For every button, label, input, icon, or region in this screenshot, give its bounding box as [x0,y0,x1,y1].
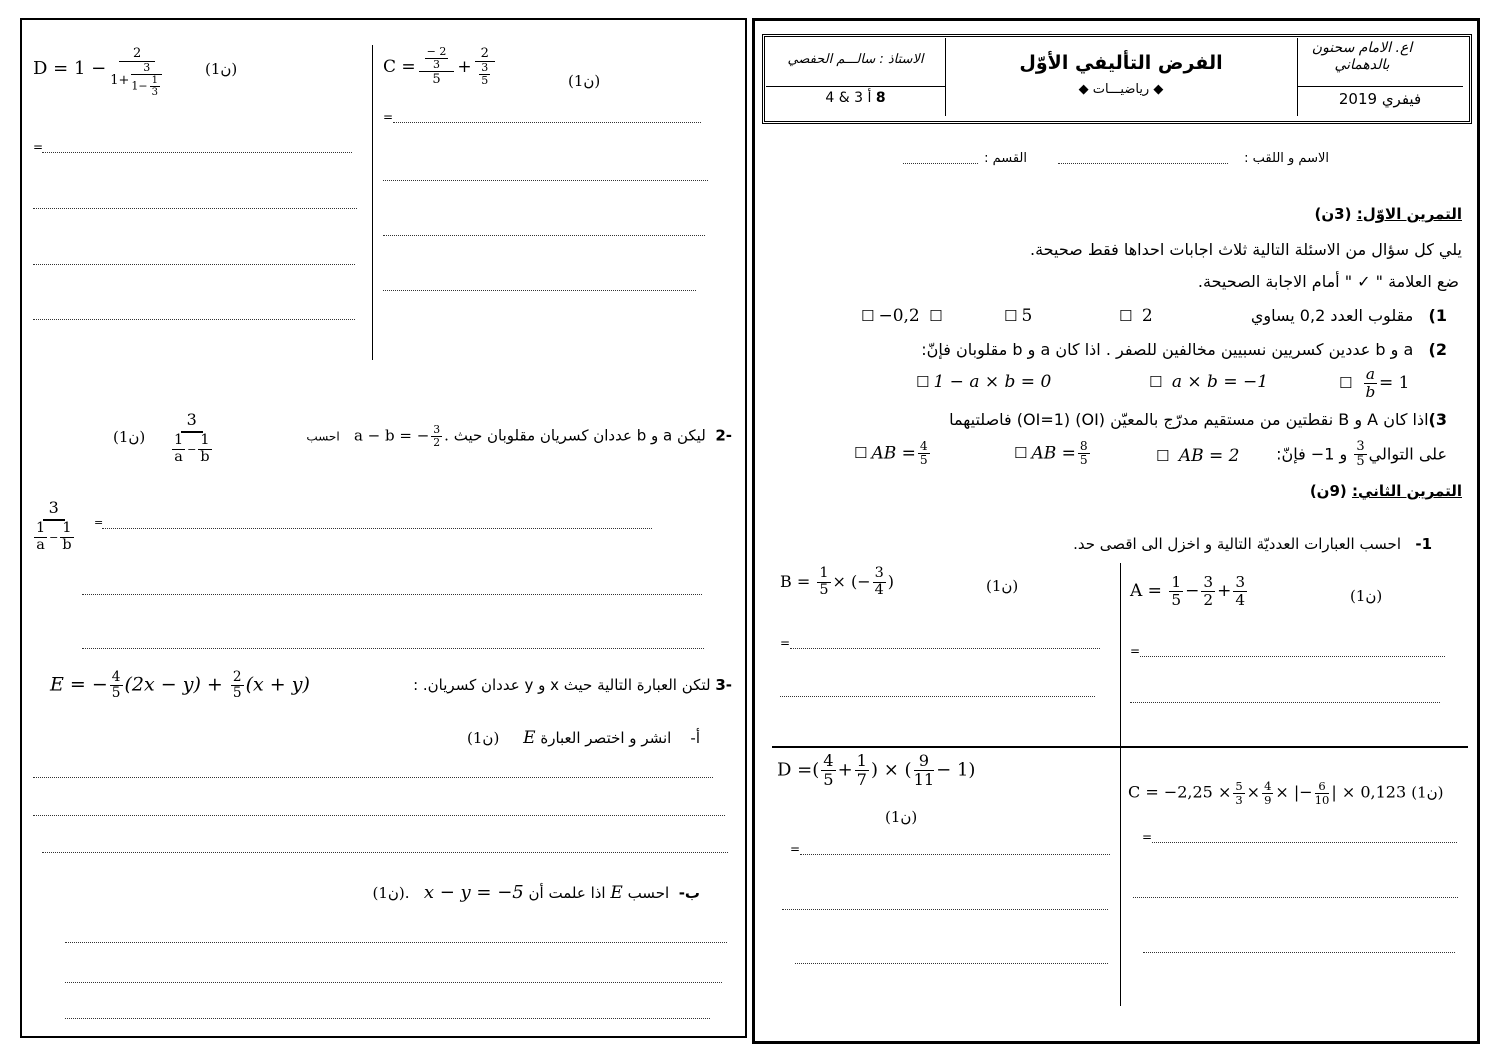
math-text: C = [383,56,416,77]
left-D-points: (1ن) [205,60,238,78]
math-text: 3 [1356,439,1365,454]
math-text: 1+ [110,72,130,88]
ex1-intro-1: يلي كل سؤال من الاسئلة التالية ثلاث اجابات احداها فقط صحيحة. [1030,240,1462,259]
answer-line[interactable] [780,696,1095,697]
math-text: + [457,56,472,77]
math-text: 4 [1264,779,1272,793]
section-label: القسم : [984,151,1027,166]
math-text: 5 [1356,454,1365,470]
answer-line[interactable] [1152,842,1457,843]
math-text: b [1365,382,1376,401]
q1-option-5[interactable] [1000,306,1032,326]
checkbox-icon[interactable]: ☐ [861,307,875,325]
answer-line[interactable] [383,235,705,236]
math-text: − [1185,580,1200,601]
checkbox-icon[interactable]: ☐ [1119,307,1133,325]
left-q3 [413,676,732,694]
q1-option-2[interactable] [1115,306,1153,326]
answer-line[interactable] [800,854,1110,855]
answer-line[interactable] [33,208,357,209]
answer-line[interactable] [82,594,702,595]
answer-line[interactable] [33,815,725,816]
q3-text-2a: على التوالي [1368,444,1447,464]
fraction [34,521,47,554]
equals-sign: = [383,110,394,124]
math-text: 2 [433,435,441,449]
fraction [479,62,490,87]
q2-text: ليكن a و b عددان كسريان مقلوبان حيث [453,426,706,445]
math-text: 1 [856,751,867,770]
fraction [821,752,835,789]
section-field[interactable] [903,163,978,164]
fraction [873,566,886,599]
math-text: 4 [919,439,928,453]
math-text: 3 [151,87,158,99]
subject: ◆ رياضيـــات ◆ [1078,82,1164,97]
math-text: (x + y) [245,673,310,696]
answer-line[interactable] [383,180,708,181]
math-text: a − b = − [353,426,430,445]
math-text: b [62,536,72,553]
math-text: 3 [1235,792,1243,807]
left-q3-expr [50,670,310,701]
fraction [1201,574,1215,609]
math-text: . [444,426,449,445]
header-divider [766,86,945,87]
q3b-text-2: اذا علمت أن [528,884,606,902]
fraction [914,752,935,789]
math-text: + [837,759,853,781]
math-text: 3 [43,498,65,521]
q3-text: اذا كان A و B نقطتين من مستقيم مدرّج بالمعيّن (OI) (OI=1) فاصلتيهما [949,410,1429,429]
equals-sign: = [1142,830,1153,844]
checkbox-icon[interactable]: ☐ [916,373,930,391]
answer-line[interactable] [82,648,704,649]
math-text: 3 [131,62,162,75]
right-page-border [752,18,1480,1044]
fraction [431,424,442,449]
fraction [110,670,123,701]
q3-number: -3 [715,676,732,694]
math-text: 6 [1315,780,1330,794]
q2-text: a و b عددين كسريين نسبيين مخالفين للصفر . اذا كان a و b مقلوبان فإنّ: [921,340,1414,359]
answer-line[interactable] [1143,952,1455,953]
expr-D [777,752,975,789]
school-name [1287,40,1437,74]
q3-option-1[interactable] [1152,446,1240,466]
option-text: a × b = −1 [1171,372,1269,392]
expr-D-points: (1ن) [885,808,918,826]
math-text: − 1) [936,759,976,781]
fraction [198,433,211,466]
q3b-number: ب- [678,884,700,902]
fraction [1364,366,1377,401]
answer-line[interactable] [1133,897,1458,898]
fraction [150,75,160,98]
expr-B [780,566,894,599]
ex2-q1-number: 1- [1415,535,1432,553]
math-text: A = [1130,580,1162,601]
answer-line[interactable] [1140,656,1445,657]
q3-number: 3) [1428,410,1447,429]
answer-line[interactable] [795,963,1108,964]
answer-line[interactable] [65,982,722,983]
math-text: × [1246,782,1261,802]
q3a-points: (1ن) [467,729,500,747]
math-text: 2 [232,669,242,685]
math-text: 1 [62,520,72,536]
left-q2-points: (1ن) [113,428,146,446]
ex1-q3 [949,410,1447,429]
ex1-title-text: التمرين الاوّل: [1356,205,1462,223]
math-text: 1 [36,520,46,536]
math-text: 4 [874,581,884,598]
calc-label: احسب [306,429,340,444]
answer-line[interactable] [782,909,1108,910]
grid-vertical-divider [1120,563,1121,1006]
math-text: 2 [475,46,495,62]
left-q2-expr [170,410,214,466]
math-text: 5 [823,769,834,789]
math-text: a [1365,365,1375,383]
left-q2-answer-expr [32,498,76,554]
q3-text: لتكن العبارة التالية حيث x و y عددان كسريان. : [413,676,711,694]
math-text: 3 [1235,573,1246,591]
fraction [231,670,244,701]
school-line-2: بالدهماني [1334,57,1390,73]
left-q3-b [372,882,700,903]
q3b-condition: x − y = −5 [423,882,524,903]
q3-option-3[interactable] [850,440,932,468]
q2-option-1[interactable] [912,372,1051,392]
q3b-text-1: احسب [627,884,670,902]
checkbox-icon[interactable]: ☐ [1339,373,1353,392]
fraction [425,46,449,71]
q2-number: 2) [1428,340,1447,359]
fraction [1233,574,1247,609]
math-text: E = − [50,673,108,696]
answer-line[interactable] [102,528,652,529]
math-text: 7 [856,769,867,789]
math-text: 1 [151,75,158,87]
answer-line[interactable] [42,152,352,153]
expr-B-points: (1ن) [986,577,1019,595]
math-text: 5 [1235,779,1243,793]
math-text: 4 [823,751,834,770]
answer-line[interactable] [1130,702,1440,703]
math-text: 1 [200,432,210,448]
math-text: b [200,448,210,465]
math-text: 4 [111,669,121,685]
exam-date: فيفري 2019 [1338,90,1422,108]
q2-option-2[interactable] [1145,372,1268,392]
math-text: D = 1 − [33,58,107,79]
header-divider [1297,86,1463,87]
fraction [1233,780,1244,806]
equals-sign: = [94,516,104,529]
class-label [768,90,943,106]
answer-line[interactable] [33,777,713,778]
checkbox-icon[interactable]: ☐ [1149,373,1163,391]
math-text: 5 [432,72,441,88]
teacher-name: الاستاذ : سالـــم الحفصي [787,52,924,67]
ex1-q1 [1251,306,1447,325]
math-text: × |− [1275,782,1313,802]
math-text: D =( [777,759,820,781]
equals-sign: = [33,140,44,154]
math-text: 5 [1079,453,1088,468]
math-text: B = [780,571,811,591]
left-expr-C [383,46,498,87]
fraction [1354,440,1366,470]
q1-text: مقلوب العدد 0,2 يساوي [1250,306,1414,325]
fraction [131,62,162,98]
class-groups: أ 3 & 4 [825,90,872,106]
fraction [1262,780,1273,806]
ex2-points: (9ن) [1309,482,1347,500]
math-text: ) [887,571,895,591]
q3a-number: أ- [690,729,700,747]
left-expr-D [33,46,164,98]
math-text: C = −2,25 × [1128,782,1232,802]
math-text: 11 [913,769,935,789]
ex1-intro-2: ضع العلامة " ✓ " أمام الاجابة الصحيحة. [1197,272,1459,291]
header-divider [945,38,946,116]
var-E: E [610,883,623,903]
q1-option-neg[interactable] [857,306,947,326]
math-text: 5 [232,685,242,702]
math-text: 5 [481,74,489,88]
left-q2 [306,424,732,449]
math-text: 1 [174,432,184,448]
q2-number: -2 [715,426,732,445]
fraction [1315,780,1330,806]
option-text: 1 − a × b = 0 [933,372,1052,392]
ex2-title-text: التمرين الثاني: [1352,482,1462,500]
q3b-points: (1ن). [372,884,410,902]
answer-line[interactable] [33,264,355,265]
math-text: 3 [433,58,441,72]
answer-line[interactable] [33,319,355,320]
math-text: 1 [1171,573,1182,591]
math-text: 3 [1203,573,1214,591]
fraction [60,521,73,554]
left-q3-a [467,728,700,748]
fraction [172,433,185,466]
option-text: AB = [1031,443,1076,464]
math-text: 5 [919,453,928,468]
q3a-text: انشر و اختصر العبارة [540,729,672,747]
math-text: 3 [433,423,441,436]
expr-A-points: (1ن) [1350,587,1383,605]
expr-A [1130,574,1249,609]
fraction [817,566,830,599]
math-text: | × 0,123 [1331,782,1407,802]
option-text: = 1 [1378,372,1410,393]
checkbox-icon[interactable]: ☐ [1014,444,1028,463]
math-text: a [174,448,183,465]
ex2-q1 [1073,535,1432,553]
math-text: 9 [914,752,935,771]
equals-sign: = [780,636,791,650]
fraction [1078,440,1090,468]
expr-C [1128,780,1444,806]
option-text: AB = [871,443,916,464]
class-level: 8 [875,90,886,106]
ex2-q1-text: احسب العبارات العدديّة التالية و اخزل الى اقصى حد. [1073,535,1402,553]
ex1-title [1315,205,1463,223]
var-E: E [523,728,536,748]
math-text: × (− [832,571,871,591]
option-text: AB = 2 [1178,446,1240,466]
q3-option-2[interactable] [1010,440,1092,468]
fraction [918,440,930,468]
math-text: ) × ( [870,759,912,781]
equals-sign: = [790,842,801,856]
expr-C-points: (1ن) [1411,783,1444,802]
math-text: a [36,536,45,553]
math-text: − [187,442,197,456]
ex1-points: (3ن) [1314,205,1352,223]
math-text: + [1217,580,1232,601]
option-text: 5 [1021,306,1033,326]
q1-number: 1) [1428,306,1447,325]
math-text: 5 [111,685,121,702]
math-text: 5 [819,581,829,598]
math-text: 1− [131,79,148,93]
left-C-points: (1ن) [568,72,601,90]
math-text: 4 [1235,590,1246,609]
answer-line[interactable] [65,942,727,943]
math-text: 10 [1314,792,1330,807]
math-text: (2x − y) + [124,673,223,696]
checkbox-icon[interactable]: ☐ [929,307,943,325]
checkbox-icon[interactable]: ☐ [1156,447,1170,465]
math-text: 3 [874,565,884,581]
answer-line[interactable] [42,852,728,853]
exam-title: الفرض التأليفي الأوّل [1019,52,1223,74]
math-text: 2 [1203,590,1214,609]
answer-line[interactable] [393,122,701,123]
student-name-label: الاسم و اللقب : [1244,151,1329,166]
option-text: −0,2 [878,306,920,326]
math-text: 1 [819,565,829,581]
checkbox-icon[interactable]: ☐ [1004,307,1018,325]
ex1-q2 [921,340,1447,359]
student-name-field[interactable] [1058,163,1228,164]
q3-text-2b: و 1− فإنّ: [1276,444,1348,464]
answer-line[interactable] [65,1018,710,1019]
equals-sign: = [1130,644,1141,658]
school-line-1: اع. الامام سحنون [1311,40,1413,56]
q2-option-3[interactable] [1335,366,1409,401]
math-text: 3 [481,61,489,74]
checkbox-icon[interactable]: ☐ [854,444,868,463]
math-text: 2 [119,46,155,62]
left-divider [372,45,373,360]
math-text: 5 [1171,590,1182,609]
ex2-title [1310,482,1462,500]
math-text: 3 [181,410,203,433]
answer-line[interactable] [790,648,1100,649]
ex1-q3-line2 [1276,440,1447,470]
answer-line[interactable] [383,290,696,291]
math-text: 9 [1264,792,1272,807]
math-text: 8 [1079,439,1088,453]
option-text: 2 [1141,306,1153,326]
fraction [1169,574,1183,609]
grid-horizontal-divider [772,746,1468,748]
math-text: − 2 [426,45,447,58]
fraction [855,752,869,789]
math-text: − [49,530,59,544]
